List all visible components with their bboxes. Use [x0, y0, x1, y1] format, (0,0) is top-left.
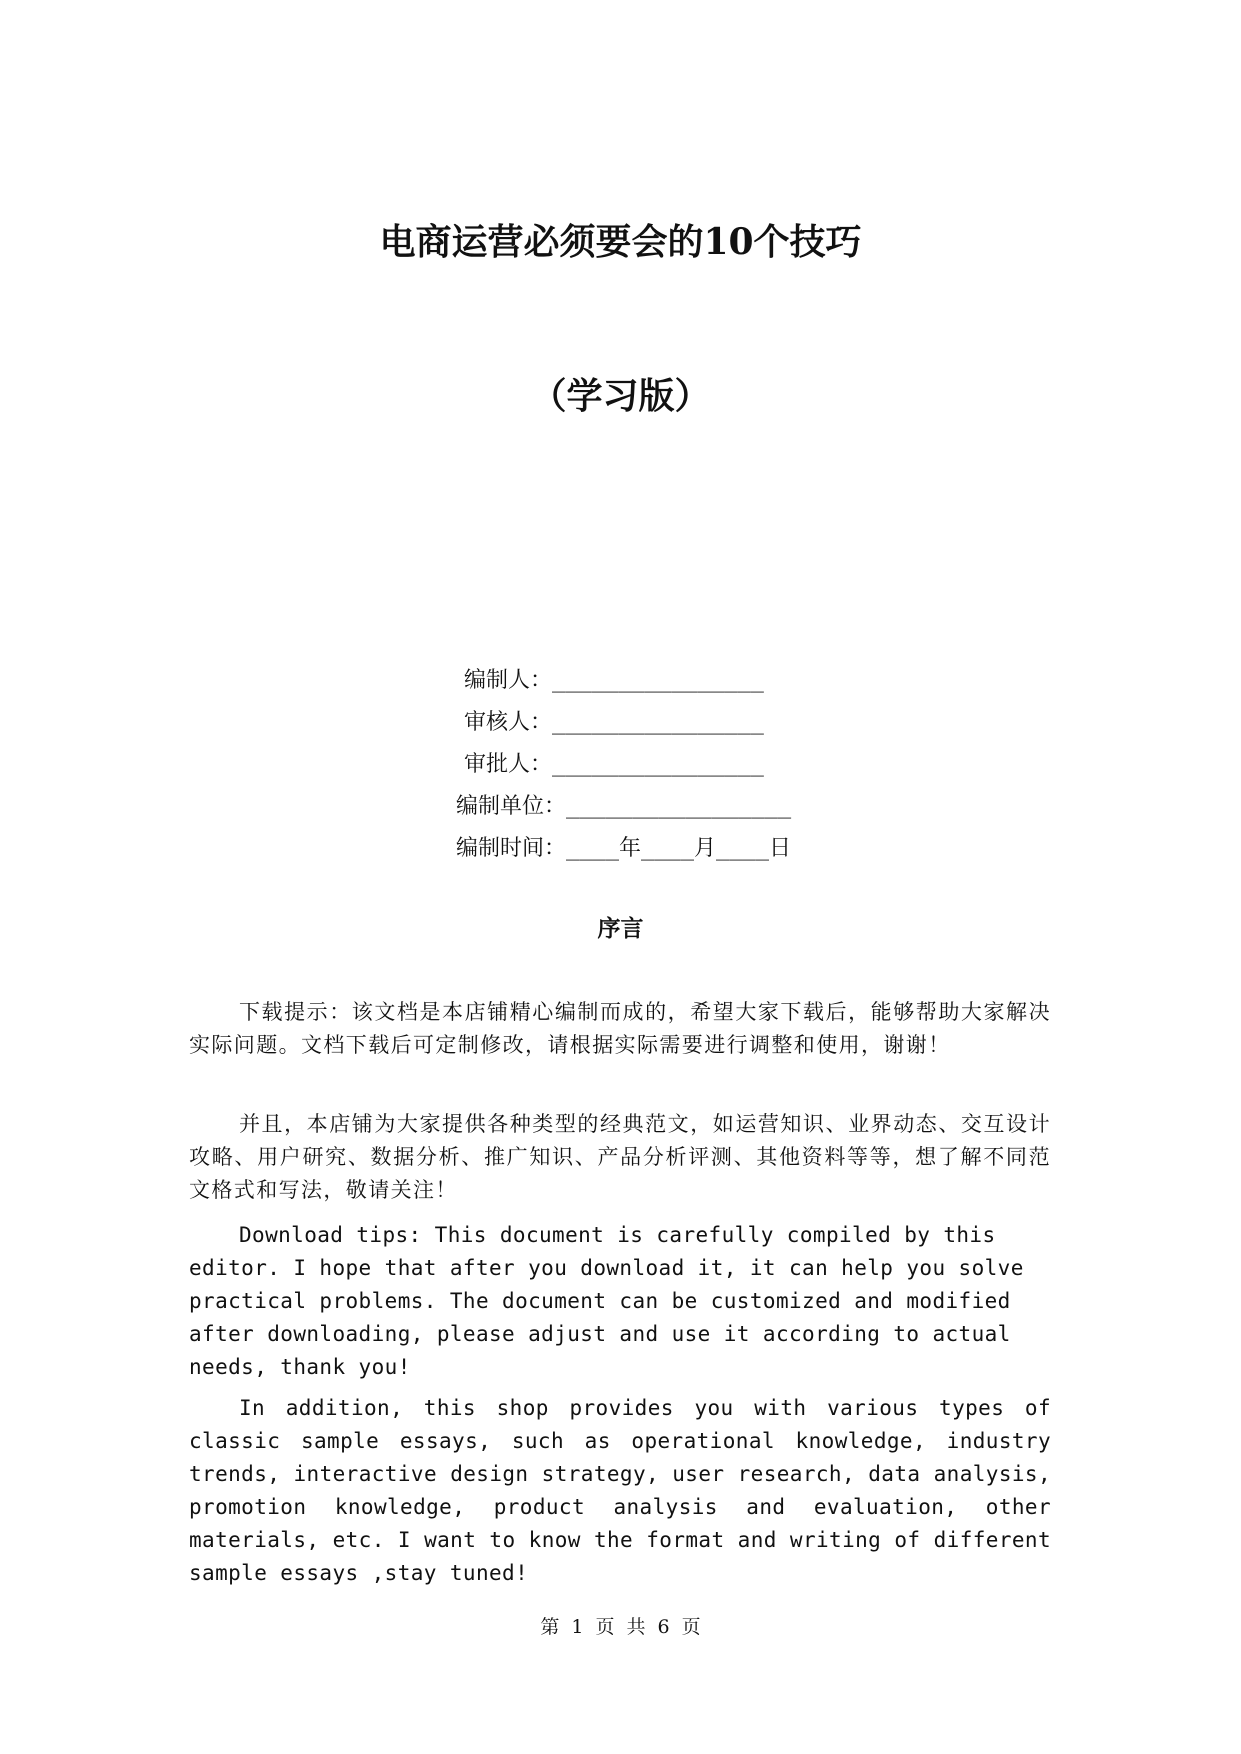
info-label: 编制单位： — [455, 794, 566, 819]
paragraph: 下载提示：该文档是本店铺精心编制而成的，希望大家下载后，能够帮助大家解决实际问题。文档下载后可定制修改，请根据实际需要进行调整和使用，谢谢！ — [189, 1000, 1051, 1057]
info-fields — [440, 660, 860, 870]
page-footer: 第 1 页 共 6 页 — [540, 1616, 701, 1638]
paragraph: Download tips: This document is carefully compiled by this editor. I hope that after you download it, it can help you solve practical problems. The document can be customized and modified after downloading, please adjust and use it according to actual needs, thank you! — [189, 1223, 1024, 1379]
document-subtitle: （学习版） — [530, 375, 711, 417]
paragraph-download-tip-cn — [189, 996, 1051, 1062]
info-row-unit — [440, 786, 860, 828]
info-row-reviewer — [440, 702, 860, 744]
info-label: 审批人： — [463, 752, 552, 777]
preface-heading: 序言 — [597, 915, 644, 942]
paragraph-download-tip-en — [189, 1219, 1069, 1384]
info-row-approver — [440, 744, 860, 786]
paragraph: In addition, this shop provides you with various types of classic sample essays, such as operational knowledge, industry trends, interactive design strategy, user research, data analysis, promotion knowledge, product analysis and evaluation, other materials, etc. I want to know the format and writing of different sample essays ,stay tuned! — [189, 1396, 1051, 1585]
document-title: 电商运营必须要会的10个技巧 — [379, 221, 862, 263]
paragraph: 并且，本店铺为大家提供各种类型的经典范文，如运营知识、业界动态、交互设计攻略、用户研究、数据分析、推广知识、产品分析评测、其他资料等等，想了解不同范文格式和写法，敬请关注！ — [189, 1112, 1051, 1202]
info-value: _________________ — [566, 794, 792, 819]
info-row-compiler — [440, 660, 860, 702]
info-label: 编制人： — [463, 668, 552, 693]
paragraph-shop-intro-en — [189, 1392, 1051, 1590]
info-value: ____年____月____日 — [566, 836, 791, 861]
info-value: ________________ — [552, 710, 764, 735]
paragraph-shop-intro-cn — [189, 1108, 1051, 1207]
info-label: 编制时间： — [455, 836, 566, 861]
info-label: 审核人： — [463, 710, 552, 735]
info-row-date — [440, 828, 860, 870]
info-value: ________________ — [552, 668, 764, 693]
info-value: ________________ — [552, 752, 764, 777]
